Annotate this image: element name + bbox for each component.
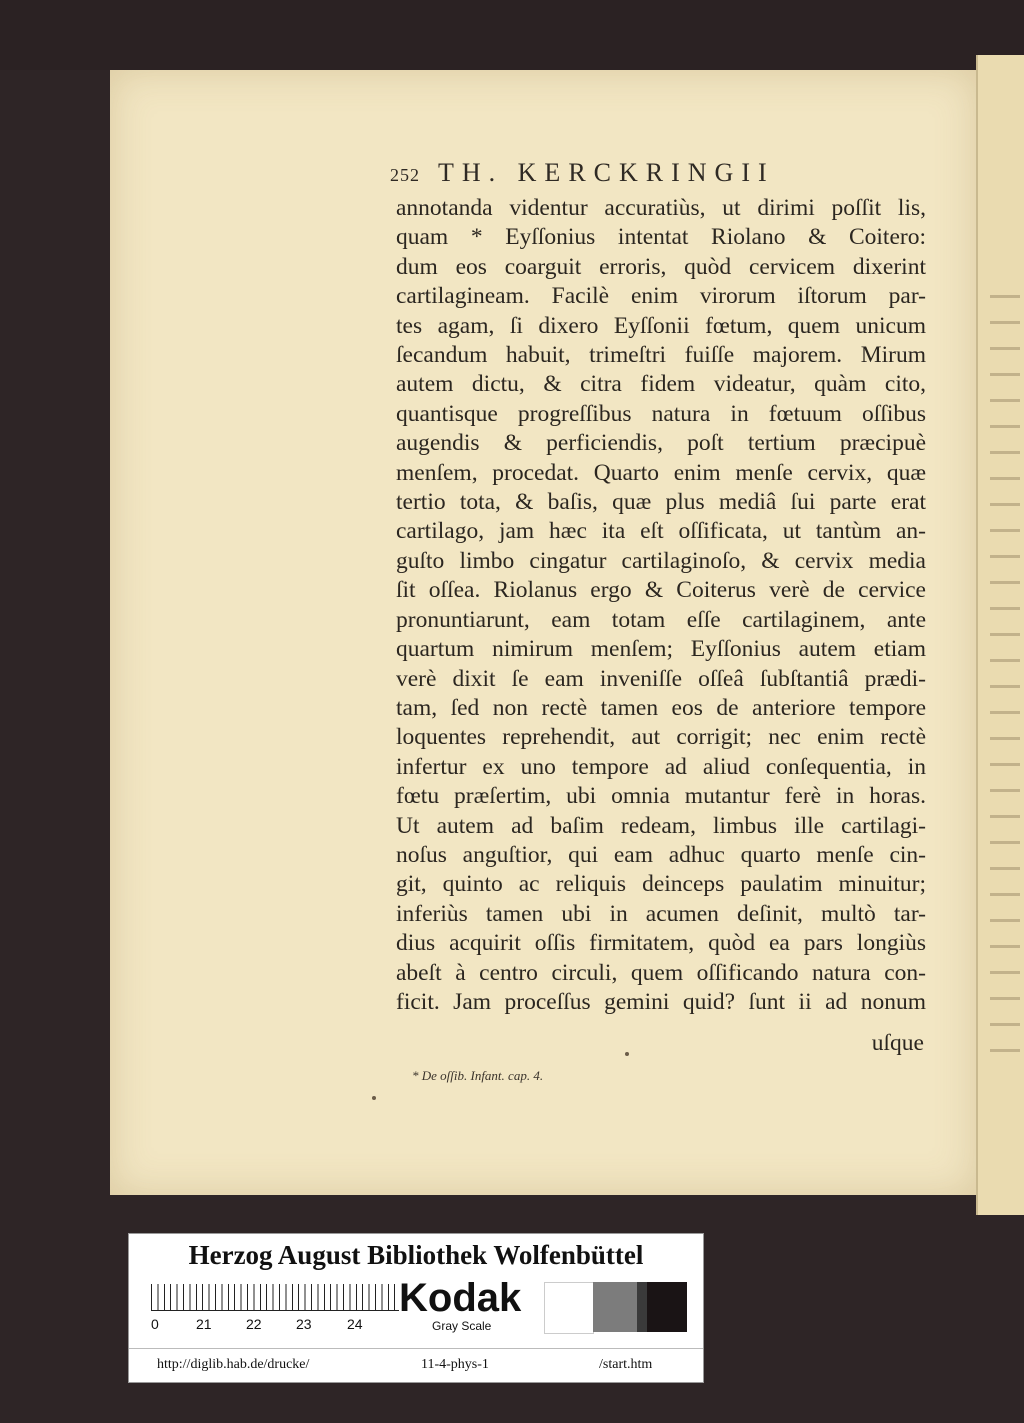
catchword: uſque [871,1030,924,1056]
ruler-scale [151,1284,399,1311]
paper-speck [625,1052,629,1056]
color-calibration-card [128,1233,704,1383]
gray-swatch-white [544,1282,594,1334]
text-line: ſecandum habuit, trimeſtri fuiſſe majorem. Mirum [396,342,926,369]
text-line: infertur ex uno tempore ad aliud conſequentia, in [396,753,926,780]
body-text [396,194,926,1017]
text-line: guſto limbo cingatur cartilaginoſo, & cervix media [396,547,926,574]
text-line: ſit oſſea. Riolanus ergo & Coiterus verè de cervice [396,577,926,604]
facing-page-ink [990,295,1020,1075]
text-line: tes agam, ſi dixero Eyſſonii fœtum, quem unicum [396,312,926,339]
text-line: Ut autem ad baſim redeam, limbus ille cartilagi- [396,812,926,839]
text-line: quam * Eyſſonius intentat Riolano & Coitero: [396,224,926,251]
grayscale-label: Gray Scale [432,1319,492,1333]
ruler-number: 0 [151,1316,159,1332]
gray-swatch-dark [637,1282,647,1332]
paper-speck [372,1096,376,1100]
text-line: tam, ſed non rectè tamen eos de anteriore tempore [396,694,926,721]
text-line: augendis & perficiendis, poſt tertium præcipuè [396,430,926,457]
gray-swatch-black [647,1282,687,1332]
text-line: autem dictu, & citra fidem videatur, quàm cito, [396,371,926,398]
card-start: /start.htm [599,1357,653,1372]
ruler-number: 23 [296,1316,312,1332]
text-line: verè dixit ſe eam inveniſſe oſſeâ ſubſtantiâ prædi- [396,665,926,692]
page-number: 252 [390,165,420,185]
text-line: menſem, procedat. Quarto enim menſe cervix, quæ [396,459,926,486]
text-line: quartum nimirum menſem; Eyſſonius autem etiam [396,636,926,663]
text-line: cartilago, jam hæc ita eſt oſſificata, ut tantùm an- [396,518,926,545]
text-line: fœtu præſertim, ubi omnia mutantur ferè in horas. [396,783,926,810]
text-line: loquentes reprehendit, aut corrigit; nec enim rectè [396,724,926,751]
text-line: tertio tota, & baſis, quæ plus mediâ ſui parte erat [396,489,926,516]
facing-page-edge [976,55,1024,1215]
text-line: pronuntiarunt, eam totam eſſe cartilaginem, ante [396,606,926,633]
running-head [390,158,775,188]
gray-swatch-mid [593,1282,637,1332]
kodak-logo: Kodak [399,1276,522,1320]
scan-background [0,0,1024,70]
text-line: inferiùs tamen ubi in acumen deſinit, multò tar- [396,900,926,927]
ruler-number: 24 [347,1316,363,1332]
text-line: annotanda videntur accuratiùs, ut dirimi poſſit lis, [396,195,926,221]
card-shelfmark: 11-4-phys-1 [421,1357,489,1372]
card-footer [129,1348,703,1379]
text-line: cartilagineam. Facilè enim virorum iſtorum par- [396,283,926,310]
text-line: git, quinto ac reliquis deinceps paulatim minuitur; [396,871,926,898]
card-url: http://diglib.hab.de/drucke/ [157,1357,310,1372]
running-head-title: TH. KERCKRINGII [438,158,775,187]
text-line: noſus anguſtior, qui eam adhuc quarto menſe cin- [396,841,926,868]
text-line: abeſt à centro circuli, quem oſſificando natura con- [396,959,926,986]
text-line: quantisque progreſſibus natura in fœtuum oſſibus [396,400,926,427]
ruler-number: 22 [246,1316,262,1332]
text-line: ficit. Jam proceſſus gemini quid? ſunt ii ad nonum [396,988,926,1015]
text-line: dum eos coarguit erroris, quòd cervicem dixerint [396,253,926,280]
footnote: * De oſſib. Infant. cap. 4. [412,1068,544,1083]
text-line: dius acquirit oſſis firmitatem, quòd ea pars longiùs [396,930,926,957]
card-title: Herzog August Bibliothek Wolfenbüttel [188,1240,644,1270]
ruler-number: 21 [196,1316,212,1332]
